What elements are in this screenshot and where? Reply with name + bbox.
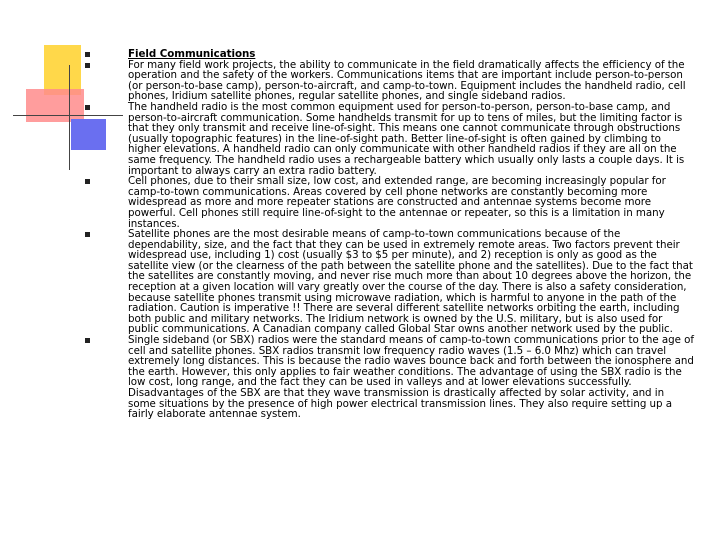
bullet-item-heading: [85, 49, 695, 60]
bullet-item-handheld-radio: [85, 102, 695, 176]
paragraph-cell-phones: Cell phones, due to their small size, low cost, and extended range, are becoming increasingly popular for camp-to-town communications. Areas covered by cell phone networks are constantly becoming more widespread as more and more repeater stations are constructed and antennae systems become more powerful. Cell phones still require line-of-sight to the antennae or repeater, so this is a limitation in many instances.: [128, 175, 666, 230]
paragraph-single-sideband: Single sideband (or SBX) radios were the standard means of camp-to-town communications prior to the age of cell and satellite phones. SBX radios transmit low frequency radio waves (1.5 – 6.0 Mhz) which can travel extremely long distances. This is because the radio waves bounce back and forth between the ionosphere and the earth. However, this only applies to fair weather conditions. The advantage of using the SBX radio is the low cost, long range, and the fact they can be used in valleys and at lower elevations successfully. Disadvantages of the SBX are that they wave transmission is drastically affected by solar activity, and in some situations by the presence of high power electrical transmission lines. They also require setting up a fairly elaborate antennae system.: [128, 334, 694, 421]
bullet-item-single-sideband: [85, 335, 695, 420]
square-bullet-icon: [85, 179, 90, 184]
square-bullet-icon: [85, 63, 90, 68]
decorative-yellow-block: [44, 45, 81, 95]
paragraph-handheld-radio: The handheld radio is the most common equipment used for person-to-person, person-to-base camp, and person-to-aircraft communication. Some handhelds transmit for up to tens of miles, but the limiting factor is that they only transmit and receive line-of-sight. This means one cannot communicate through obstructions (usually topographic features) in the line-of-sight path. Better line-of-sight is often gained by climbing to higher elevations. A handheld radio can only communicate with other handheld radios if they are all on the same frequency. The handheld radio uses a rechargeable battery which usually only lasts a couple days. It is important to always carry an extra radio battery.: [128, 100, 685, 177]
bullet-item-cell-phones: [85, 176, 695, 229]
bullet-item-overview: [85, 60, 695, 102]
paragraph-satellite-phones: Satellite phones are the most desirable means of camp-to-town communications because of the dependability, size, and the fact that they can be used in extremely remote areas. Two factors prevent their widespread use, including 1) cost (usually $3 to $5 per minute), and 2) reception is only as good as the satellite view (or the clearness of the path between the satellite phone and the satellites). Due to the fact that the satellites are constantly moving, and never rise much more than about 10 degrees above the horizon, the reception at a given location will vary greatly over the course of the day. There is also a safety consideration, because satellite phones transmit using microwave radiation, which is harmful to anyone in the path of the radiation. Caution is imperative !! There are several different satellite networks orbiting the earth, including both public and military networks. The Iridium network is owned by the U.S. military, but is also used for public communications. A Canadian company called Global Star owns another network used by the public.: [128, 228, 693, 336]
slide-content: [85, 49, 695, 420]
bullet-item-satellite-phones: [85, 229, 695, 335]
decorative-red-block: [26, 89, 84, 122]
decorative-vertical-line: [69, 65, 70, 170]
square-bullet-icon: [85, 105, 90, 110]
square-bullet-icon: [85, 232, 90, 237]
slide-title: Field Communications: [128, 48, 256, 60]
square-bullet-icon: [85, 338, 90, 343]
square-bullet-icon: [85, 52, 90, 57]
paragraph-overview: For many field work projects, the ability to communicate in the field dramatically affects the efficiency of the operation and the safety of the workers. Communications items that are important include person-to-person (or person-to-base camp), person-to-aircraft, and camp-to-town. Equipment includes the handheld radio, cell phones, Iridium satellite phones, regular satellite phones, and single sideband radios.: [128, 58, 686, 103]
